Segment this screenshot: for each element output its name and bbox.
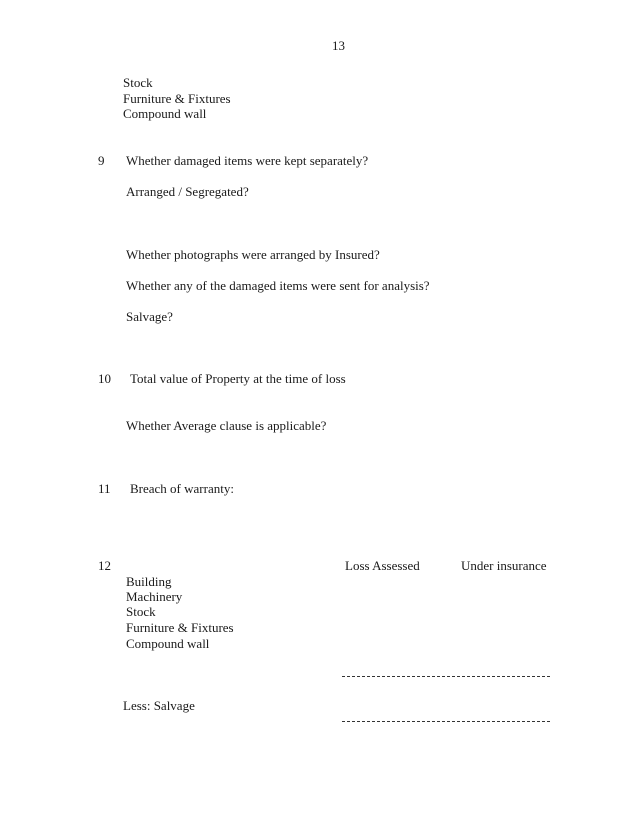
question-10-total-value: Total value of Property at the time of loss: [130, 371, 346, 386]
item-furniture-fixtures: Furniture & Fixtures: [126, 620, 234, 635]
question-9-analysis: Whether any of the damaged items were sent for analysis?: [126, 278, 430, 293]
less-salvage-label: Less: Salvage: [123, 698, 195, 713]
list-item-furniture-fixtures: Furniture & Fixtures: [123, 91, 231, 106]
question-10-average-clause: Whether Average clause is applicable?: [126, 418, 327, 433]
list-item-stock: Stock: [123, 75, 153, 90]
question-9-damaged-kept-separately: Whether damaged items were kept separately?: [126, 153, 369, 168]
dashed-total-line: [342, 676, 550, 677]
header-loss-assessed: Loss Assessed: [345, 558, 420, 573]
question-11-breach-of-warranty: Breach of warranty:: [130, 481, 234, 496]
question-10-number: 10: [98, 371, 111, 386]
dashed-net-line: [342, 721, 550, 722]
question-9-arranged-segregated: Arranged / Segregated?: [126, 184, 249, 199]
question-9-salvage: Salvage?: [126, 309, 173, 324]
item-stock: Stock: [126, 604, 156, 619]
item-building: Building: [126, 574, 172, 589]
question-11-number: 11: [98, 481, 111, 496]
question-9-number: 9: [98, 153, 105, 168]
item-compound-wall: Compound wall: [126, 636, 210, 651]
header-under-insurance: Under insurance: [461, 558, 547, 573]
item-machinery: Machinery: [126, 589, 183, 604]
question-12-number: 12: [98, 558, 111, 573]
list-item-compound-wall: Compound wall: [123, 106, 207, 121]
page-number: 13: [332, 38, 345, 53]
question-9-photographs: Whether photographs were arranged by Insured?: [126, 247, 380, 262]
